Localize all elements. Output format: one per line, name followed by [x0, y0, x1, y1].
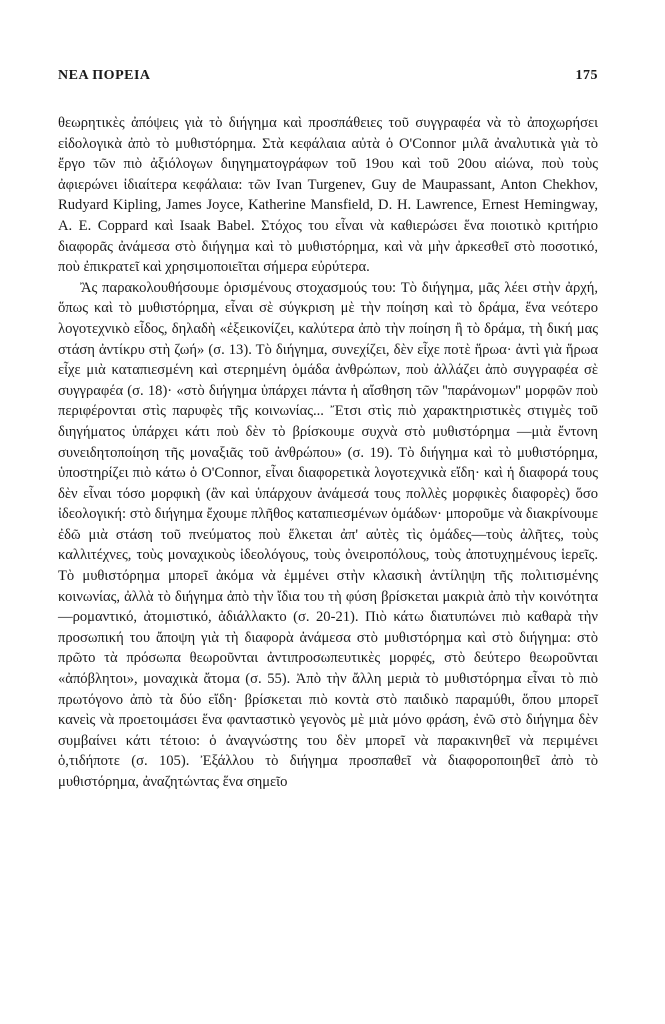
page-number: 175: [575, 68, 598, 83]
journal-title: ΝΕΑ ΠΟΡΕΙΑ: [58, 68, 151, 83]
running-head: [58, 68, 598, 90]
paragraph-continued: θεωρητικὲς ἀπόψεις γιὰ τὸ διήγημα καὶ προσπάθειες τοῦ συγγραφέα νὰ τὸ ἀποχωρήσει εἰδολογικὰ ἀπὸ τὸ μυθιστόρημα. Στὰ κεφάλαια αὐτὰ ὁ O'Connor μιλᾶ ἀναλυτικὰ γιὰ τὸ ἔργο τῶν πιὸ ἀξιόλογων διηγηματογράφων τοῦ 19ου καὶ τοῦ 20ου αἰώνα, ποὺ τοὺς ἀφιερώνει ἰδιαίτερα κεφάλαια: τῶν Ivan Turgenev, Guy de Maupassant, Anton Chekhov, Rudyard Kipling, James Joyce, Katherine Mansfield, D. H. Lawrence, Ernest Hemingway, A. E. Coppard καὶ Isaak Babel. Στόχος του εἶναι νὰ καθιερώσει ἕνα ποιοτικὸ κριτήριο διαφορᾶς ἀνάμεσα στὸ διήγημα καὶ τὸ μυθιστόρημα, καὶ νὰ μὴν ἀρκεσθεῖ στὸ ποσοτικό, ποὺ ἐπικρατεῖ καὶ χρησιμοποιεῖται σήμερα εὐρύτερα.: [58, 115, 598, 276]
body-text: [58, 113, 598, 793]
paragraph: Ἂς παρακολουθήσουμε ὁρισμένους στοχασμούς του: Τὸ διήγημα, μᾶς λέει στὴν ἀρχή, ὅπως καὶ τὸ μυθιστόρημα, εἶναι σὲ σύγκριση μὲ τὴν ποίηση καὶ τὸ δράμα, ἕνα νεότερο λογοτεχνικὸ εἶδος, δηλαδὴ «ἐξεικονίζει, καλύτερα ἀπὸ τὴν ποίηση ἢ τὸ δράμα, τὴ δική μας στάση ἀντίκρυ στὴ ζωή» (σ. 13). Τὸ διήγημα, συνεχίζει, δὲν εἶχε ποτὲ ἥρωα· ἀντὶ γιὰ ἥρωα εἶχε μιὰ καταπιεσμένη καὶ στερημένη ὁμάδα ἀνθρώπων, ποὺ ἀλλάζει ἀπὸ συγγραφέα σὲ συγγραφέα (σ. 18)· «στὸ διήγημα ὑπάρχει πάντα ἡ αἴσθηση τῶν ''παράνομων'' μορφῶν ποὺ περιφέρονται στὶς παρυφὲς τῆς κοινωνίας... Ἔτσι στὶς πιὸ χαρακτηριστικὲς στιγμὲς τοῦ διηγήματος ὑπάρχει κάτι ποὺ δὲν τὸ βρίσκουμε συχνὰ στὸ μυθιστόρημα —μιὰ ἔντονη συνειδητοποίηση τῆς μοναξιᾶς τοῦ ἀνθρώπου» (σ. 19). Τὸ διήγημα καὶ τὸ μυθιστόρημα, ὑποστηρίζει πιὸ κάτω ὁ O'Connor, εἶναι διαφορετικὰ λογοτεχνικὰ εἴδη· καὶ ἡ διαφορά τους δὲν εἶναι τόσο μορφικὴ (ἂν καὶ ὑπάρχουν ἀνάμεσά τους πολλὲς μορφικὲς διαφορὲς) ὅσο ἰδεολογική: στὸ διήγημα ἔχουμε πλῆθος καταπιεσμένων ὁμάδων· μποροῦμε νὰ διακρίνουμε ἐδῶ μιὰ στάση τοῦ πνεύματος ποὺ ἕλκεται ἀπ' αὐτὲς τὶς ὁμάδες—τοὺς ἀλῆτες, τοὺς καλλιτέχνες, τοὺς μοναχικοὺς ἰδεολόγους, τοὺς ὀνειροπόλους, τοὺς ἀποτυχημένους ἱερεῖς. Τὸ μυθιστόρημα μπορεῖ ἀκόμα νὰ ἐμμένει στὴν κλασικὴ ἀντίληψη τῆς πολιτισμένης κοινωνίας, ἀλλὰ τὸ διήγημα ἀπὸ τὴν ἴδια του τὴ φύση βρίσκεται μακριὰ ἀπὸ τὴν κοινότητα —ρομαντικό, ἀτομιστικό, ἀδιάλλακτο (σ. 20-21). Πιὸ κάτω διατυπώνει πιὸ καθαρὰ τὴν προσωπική του ἄποψη γιὰ τὴ διαφορὰ ἀνάμεσα στὸ μυθιστόρημα καὶ στὸ διήγημα: στὸ πρῶτο τὰ πρόσωπα θεωροῦνται ἀντιπροσωπευτικὲς μορφές, στὸ δεύτερο θεωροῦνται «ἀπόβλητοι», μοναχικὰ ἄτομα (σ. 55). Ἀπὸ τὴν ἄλλη μεριὰ τὸ μυθιστόρημα εἶναι τὸ πιὸ πρωτόγονο ἀπὸ τὰ δύο εἴδη· βρίσκεται πιὸ κοντὰ στὸ παιδικὸ παραμύθι, ὅπου μπορεῖ κανεὶς νὰ προετοιμάσει ἕνα φανταστικὸ γεγονὸς μὲ μιὰ μόνο φράση, ἐνῶ στὸ διήγημα δὲν συμβαίνει κάτι τέτοιο: ὁ ἀναγνώστης του δὲν μπορεῖ νὰ παρακινηθεῖ νὰ περιμένει ὁ,τιδήποτε (σ. 105). Ἐξάλλου τὸ διήγημα προσπαθεῖ νὰ διαφοροποιηθεῖ ἀπὸ τὸ μυθιστόρημα, ἀναζητώντας ἕνα σημεῖο: [58, 279, 598, 790]
